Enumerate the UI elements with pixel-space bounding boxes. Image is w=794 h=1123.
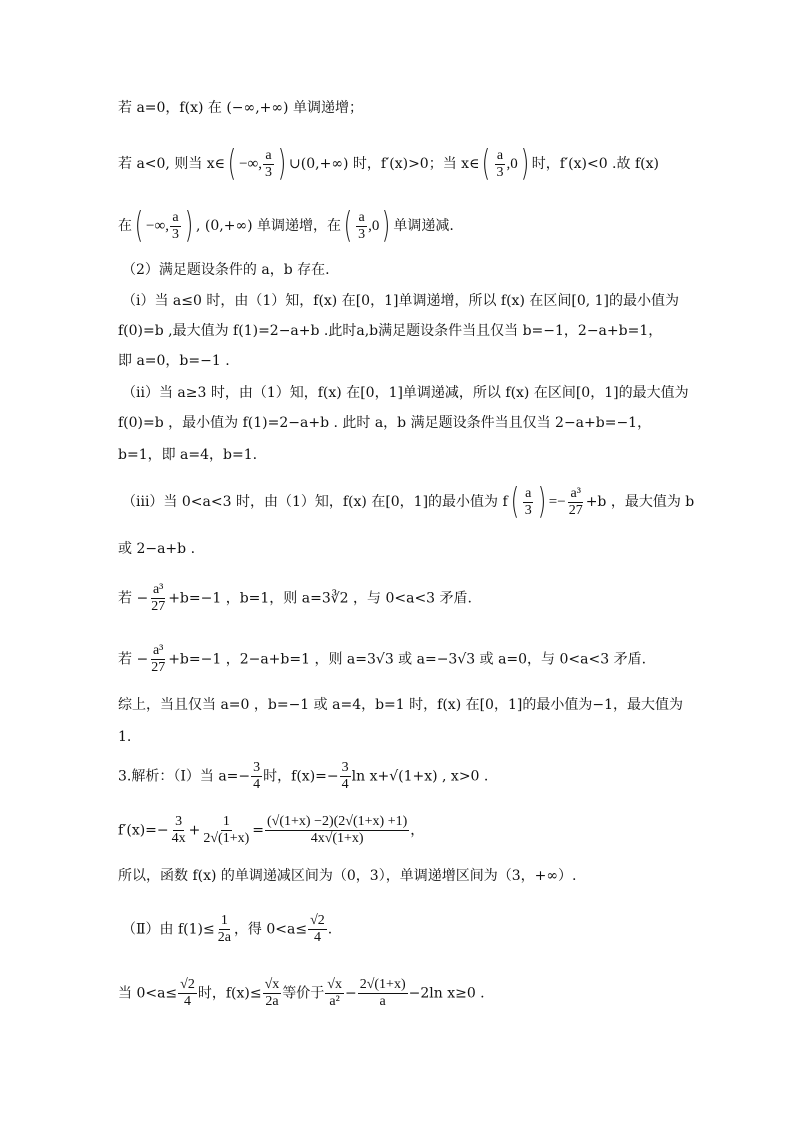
fraction-a-over-3: $\frac{a}{3}$ [358, 209, 366, 242]
text-line-1: 若 a=0，f(x) 在 (−∞,+∞) 单调递增； [118, 100, 363, 116]
text-line-15: 综上，当且仅当 a=0 ，b=−1 或 a=4，b=1 时，f(x) 在[0，1]的最小值为−1，最大值为 [118, 697, 683, 713]
fraction-1-over-2a: $\frac{1}{2a}$ [217, 913, 231, 945]
text-line-9: f(0)=b ，最小值为 f(1)=2−a+b . 此时 a，b 满足题设条件当且仅当 2−a+b=−1， [118, 415, 652, 431]
fraction-3-over-4: $\frac{3}{4}$ [341, 760, 349, 792]
text-line-20: （Ⅱ）由 f(1)≤ $\frac{1}{2a}$ ，得 0<a≤ $\frac{√2}{4}$ . [122, 913, 333, 945]
fraction-a3-over-27: $\frac{\text{a³}}{27}$ [151, 643, 166, 675]
text-line-10: b=1，即 a=4，b=1. [118, 447, 258, 463]
fraction-1-over-2sqrt: $\frac{1}{2√(1+x)}$ [203, 814, 250, 846]
text-line-2: 若 a<0, 则当 x∈( −∞, $\frac{a}{3}$ ) ∪(0,+∞) 时，f′(x)>0；当 x∈( $\frac{a}{3}$ ,0) 时，f′(x)<0 .故 f(x) [118, 143, 659, 184]
text-line-5: （i）当 a≤0 时，由（1）知，f(x) 在[0，1]单调递增，所以 f(x) 在区间[0, 1]的最小值为 [122, 293, 679, 309]
text-line-11: （iii）当 0<a<3 时，由（1）知，f(x) 在[0，1]的最小值为 f( $\frac{a}{3}$ ) =− $\frac{\text{a³}}{27}$ +b ，最大值为 b [122, 481, 695, 522]
text-line-6: f(0)=b ,最大值为 f(1)=2−a+b .此时a,b满足题设条件当且仅当 b=−1，2−a+b=1， [118, 323, 663, 339]
fraction-derivative: $\frac{(√(1+x) -2)(2√(1+x) +1)}{4x√(1+x)}$ [267, 814, 408, 846]
text-line-16: 1. [118, 729, 132, 745]
fraction-sqrtx-over-2a: $\frac{√x}{2a}$ [264, 977, 280, 1009]
text-line-21: 当 0<a≤ $\frac{√2}{4}$ 时，f(x)≤ $\frac{√x}{2a}$ 等价于 $\frac{√x}{\text{a²}}$ − $\frac{2√(1+x)}{a}$ −2ln x≥0 . [118, 977, 485, 1009]
fraction-sqrt2-over-4: $\frac{√2}{4}$ [310, 913, 325, 945]
fraction-3-over-4x: $\frac{3}{4x}$ [171, 814, 186, 846]
text-line-7: 即 a=0，b=−1 . [118, 353, 230, 369]
fraction-a-over-3: $\frac{a}{3}$ [265, 147, 272, 180]
fraction-2sqrt-over-a: $\frac{2√(1+x)}{a}$ [359, 977, 406, 1009]
text-line-12: 或 2−a+b . [118, 541, 196, 557]
text-line-3: 在( −∞, $\frac{a}{3}$ ) , (0,+∞) 单调递增，在( $\frac{a}{3}$ ,0) 单调递减. [118, 205, 454, 246]
text-line-17: 3.解析：（Ⅰ）当 a=− $\frac{3}{4}$ 时，f(x)=− $\frac{3}{4}$ ln x+√(1+x) , x>0 . [118, 760, 489, 792]
fraction-sqrtx-over-a2: $\frac{√x}{\text{a²}}$ [327, 977, 342, 1009]
text-line-4: （2）满足题设条件的 a，b 存在. [122, 262, 330, 278]
fraction-sqrt2-over-4: $\frac{√2}{4}$ [180, 977, 195, 1009]
fraction-a3-over-27: $\frac{\text{a³}}{27}$ [151, 582, 166, 614]
fraction-a-over-3: $\frac{a}{3}$ [171, 209, 179, 242]
text-line-19: 所以，函数 f(x) 的单调递减区间为（0，3），单调递增区间为（3，+∞）. [118, 868, 577, 884]
fraction-a3-over-27: $\frac{\text{a³}}{27}$ [568, 485, 583, 518]
fraction-a-over-3: $\frac{a}{3}$ [496, 147, 504, 180]
text-line-8: （ii）当 a≥3 时，由（1）知，f(x) 在[0，1]单调递减，所以 f(x) 在区间[0，1]的最大值为 [122, 385, 689, 401]
text-line-18: f′(x)=− $\frac{3}{4x}$ + $\frac{1}{2√(1+x)}$ = $\frac{(√(1+x) -2)(2√(1+x) +1)}{4x√(1+x)}$ ， [118, 814, 425, 846]
fraction-3-over-4: $\frac{3}{4}$ [253, 760, 261, 792]
fraction-a-over-3: $\frac{a}{3}$ [524, 485, 532, 518]
text-line-14: 若 − $\frac{\text{a³}}{27}$ +b=−1 ，2−a+b=1 ，则 a=3√3 或 a=−3√3 或 a=0，与 0<a<3 矛盾. [118, 643, 647, 675]
text-line-13: 若 − $\frac{\text{a³}}{27}$ +b=−1 ，b=1，则 a=3∛2 ，与 0<a<3 矛盾. [118, 582, 472, 614]
